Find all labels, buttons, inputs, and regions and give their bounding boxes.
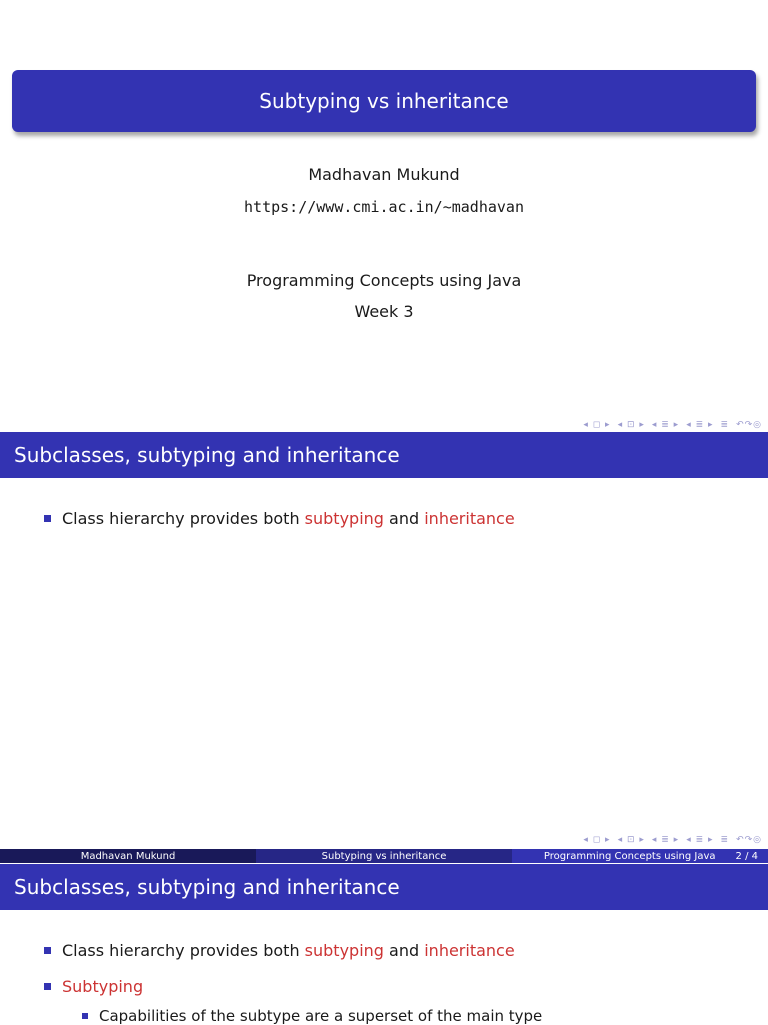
highlight-subtyping: subtyping: [304, 941, 384, 960]
footer-title: Subtyping vs inheritance: [256, 849, 512, 863]
frame-title-bar: [0, 432, 768, 478]
bullet-text: Class hierarchy provides both subtyping and inheritance: [62, 941, 515, 960]
sub-bullet-item: [82, 1007, 542, 1025]
nav-subsection-icon[interactable]: ◂ ⊡ ▸: [617, 420, 645, 430]
frame-title: Subclasses, subtyping and inheritance: [14, 875, 400, 899]
slide-footer: [0, 849, 768, 863]
author-name: Madhavan Mukund: [308, 165, 460, 184]
highlight-subtyping: subtyping: [304, 509, 384, 528]
sub-bullet-text: Capabilities of the subtype are a superset of the main type: [99, 1007, 543, 1025]
frame-title-bar: [0, 864, 768, 910]
slide-title-box: [12, 70, 756, 132]
frame-title: Subclasses, subtyping and inheritance: [14, 443, 400, 467]
nav-search-icon[interactable]: ↶↷◎: [736, 835, 762, 845]
nav-frame-icon[interactable]: ◂ ◻ ▸: [583, 835, 611, 845]
footer-course-block: [512, 849, 768, 863]
course-name: Programming Concepts using Java: [246, 271, 522, 290]
bullet-square-icon: [44, 947, 51, 954]
bullet-text: Class hierarchy provides both subtyping and inheritance: [62, 509, 515, 528]
nav-section-icon[interactable]: ◂ ≣ ▸: [651, 835, 680, 845]
footer-page-number: 2 / 4: [735, 850, 758, 862]
bullet-square-icon: [44, 515, 51, 522]
bullet-square-icon: [44, 983, 51, 990]
footer-author: Madhavan Mukund: [0, 849, 256, 863]
week-label: Week 3: [354, 302, 414, 321]
nav-align-icon[interactable]: ≣: [720, 420, 730, 430]
navigation-bar: [583, 420, 762, 432]
slide-title: Subtyping vs inheritance: [259, 89, 509, 113]
nav-section-icon[interactable]: ◂ ≣ ▸: [651, 420, 680, 430]
bullet-text-subtyping: Subtyping: [62, 977, 144, 996]
highlight-inheritance: inheritance: [424, 941, 515, 960]
author-url[interactable]: https://www.cmi.ac.in/~madhavan: [244, 198, 524, 216]
nav-subsection-list-icon[interactable]: ◂ ≣ ▸: [686, 420, 714, 430]
nav-search-icon[interactable]: ↶↷◎: [736, 420, 762, 430]
bullet-item: [44, 977, 143, 996]
nav-align-icon[interactable]: ≣: [720, 835, 730, 845]
bullet-item: [44, 509, 515, 528]
nav-frame-icon[interactable]: ◂ ◻ ▸: [583, 420, 611, 430]
nav-subsection-list-icon[interactable]: ◂ ≣ ▸: [686, 835, 714, 845]
navigation-bar: [583, 835, 762, 847]
footer-course: Programming Concepts using Java: [543, 850, 716, 862]
bullet-item: [44, 941, 515, 960]
sub-bullet-square-icon: [82, 1013, 88, 1019]
nav-subsection-icon[interactable]: ◂ ⊡ ▸: [617, 835, 645, 845]
highlight-inheritance: inheritance: [424, 509, 515, 528]
